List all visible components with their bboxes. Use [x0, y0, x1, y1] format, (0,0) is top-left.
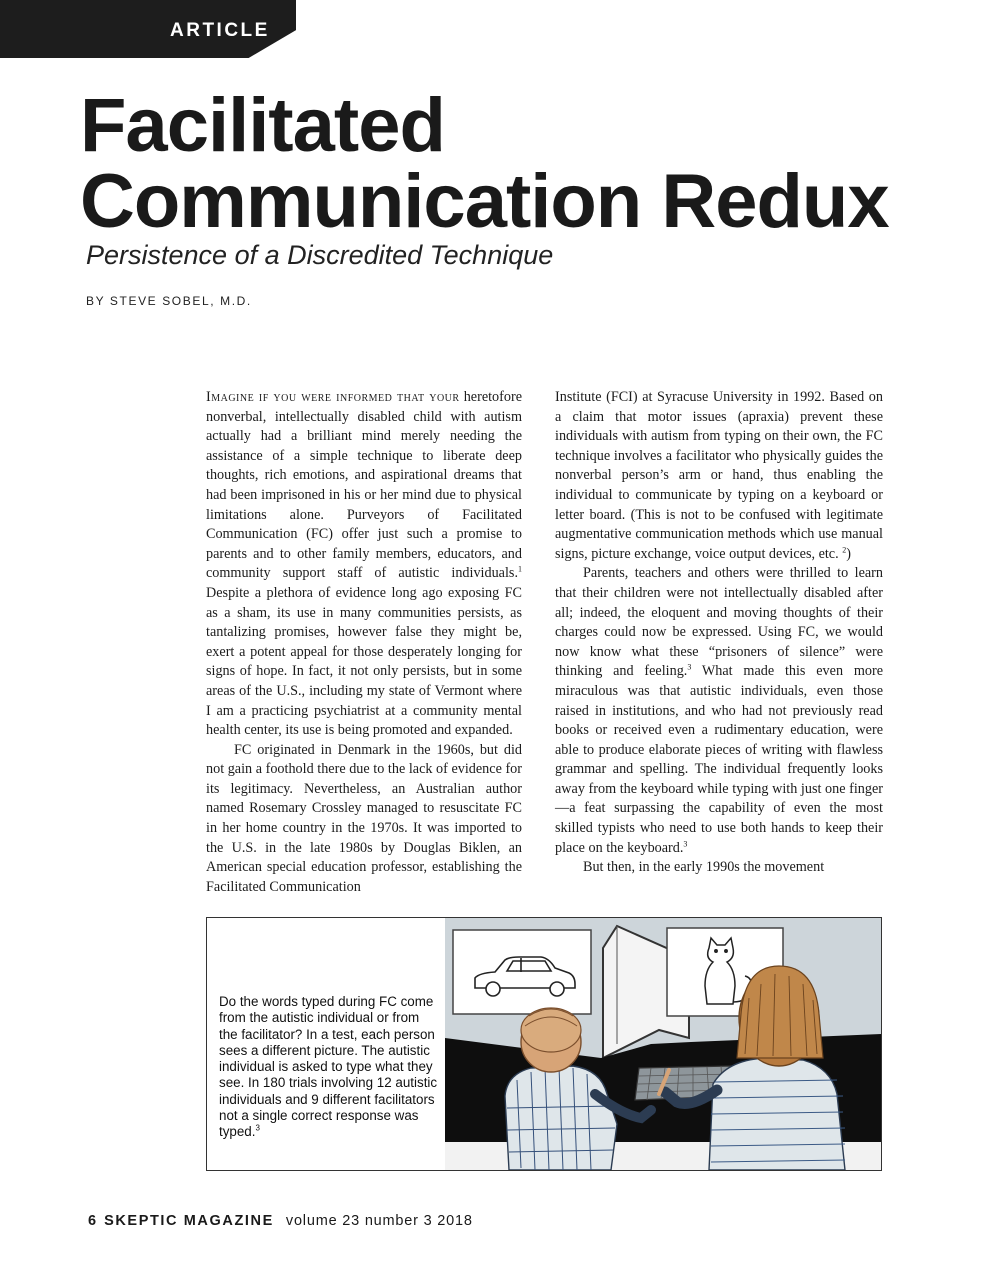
- article-subtitle: Persistence of a Discredited Technique: [86, 240, 554, 270]
- issue-info: volume 23 number 3 2018: [285, 1213, 473, 1229]
- paragraph-1-text: heretofore nonverbal, intellectually disabled child with autism actually had a brilliant mind merely needing the assistance of a simple technique to liberate deep thoughts, rich emotions, and aspirational dreams that had been imprisoned in his or her mind due to physical limitations alone. Purveyors of Facilitated Communication (FC) offer just such a promise to parents and to other family members, educators, and community support staff of autistic individuals.: [206, 389, 522, 582]
- footnote-ref: 3: [683, 838, 688, 848]
- magazine-name: SKEPTIC MAGAZINE: [104, 1213, 274, 1229]
- paragraph-5: But then, in the early 1990s the movement: [583, 859, 825, 876]
- paragraph-4-text-cont: What made this even more miraculous was that autistic individuals, even those raised in institutions, and who had not previously read books or received even a rudimentary education, were able to produce elaborate pieces of writing with flawless grammar and spelling. The individual frequently looks away from the keyboard while typing with just one finger—a feat surpassing the capability of even the most skilled typists who need to use both hands to keep their place on the keyboard.: [555, 663, 884, 856]
- page-number: 6: [88, 1213, 97, 1229]
- byline: BY STEVE SOBEL, M.D.: [86, 294, 252, 308]
- paragraph-3-text: Institute (FCI) at Syracuse University in 1992. Based on a claim that motor issues (apraxia) prevent these individuals with autism from typing on their own, the FC technique involves a facilitator who physically guides the nonverbal person’s arm or hand, thus enabling the individual to communicate by typing on a keyboard or letter board. (This is not to be confused with legitimate augmentative communication methods which use manual signs, picture exchange, voice output devices, etc.: [555, 389, 883, 562]
- body-column-left: [206, 388, 522, 897]
- lead-in: Imagine if you were informed that your: [206, 389, 460, 405]
- footnote-ref: 3: [255, 1123, 260, 1133]
- paragraph-3: [555, 388, 883, 564]
- paragraph-1-text-cont: Despite a plethora of evidence long ago exposing FC as a sham, its use in many communities persists, as tantalizing promises, however false they might be, exert a potent appeal for those desperately longing for signs of hope. In fact, it not only persists, but in some areas of the U.S., including my state of Vermont where I am a practicing psychiatrist at a community mental health center, its use is being promoted and expanded.: [206, 584, 522, 739]
- figure-caption: [219, 994, 441, 1141]
- footnote-ref: 1: [518, 564, 522, 574]
- paragraph-3-end: ): [846, 545, 851, 562]
- paragraph-1: [206, 388, 522, 741]
- paragraph-2: FC originated in Denmark in the 1960s, but did not gain a foothold there due to the lack of evidence for its legitimacy. Nevertheless, an Australian author named Rosemary Crossley managed to resuscitate FC in her home country in the 1970s. It was imported to the U.S. in the late 1980s by Douglas Biklen, an American special education professor, establishing the Facilitated Communication: [206, 741, 522, 895]
- title-line-1: Facilitated: [80, 83, 445, 168]
- facilitated-communication-illustration: [445, 918, 881, 1170]
- title-line-2: Communication Redux: [80, 159, 889, 244]
- body-column-right: [555, 388, 883, 878]
- paragraph-4-text: Parents, teachers and others were thrilled to learn that their children were not intellectually disabled after all; indeed, the eloquent and moving thoughts of their charges could now be expressed. Using FC, we would now know what these “prisoners of silence” were thinking and feeling.: [555, 565, 883, 680]
- article-title: [80, 83, 889, 244]
- page-footer: [88, 1213, 473, 1229]
- footnote-ref: 3: [687, 662, 692, 672]
- car-picture: [453, 930, 591, 1014]
- figure-caption-text: Do the words typed during FC come from the autistic individual or from the facilitator? In a test, each person sees a different picture. The autistic individual is asked to type what they see. In 180 trials involving 12 autistic individuals and 9 different facilitators not a single correct response was typed.: [219, 994, 438, 1140]
- figure-box: [206, 917, 882, 1171]
- footnote-ref: 2: [842, 545, 847, 555]
- section-tab-label: ARTICLE: [170, 20, 270, 41]
- paragraph-4: [555, 564, 883, 858]
